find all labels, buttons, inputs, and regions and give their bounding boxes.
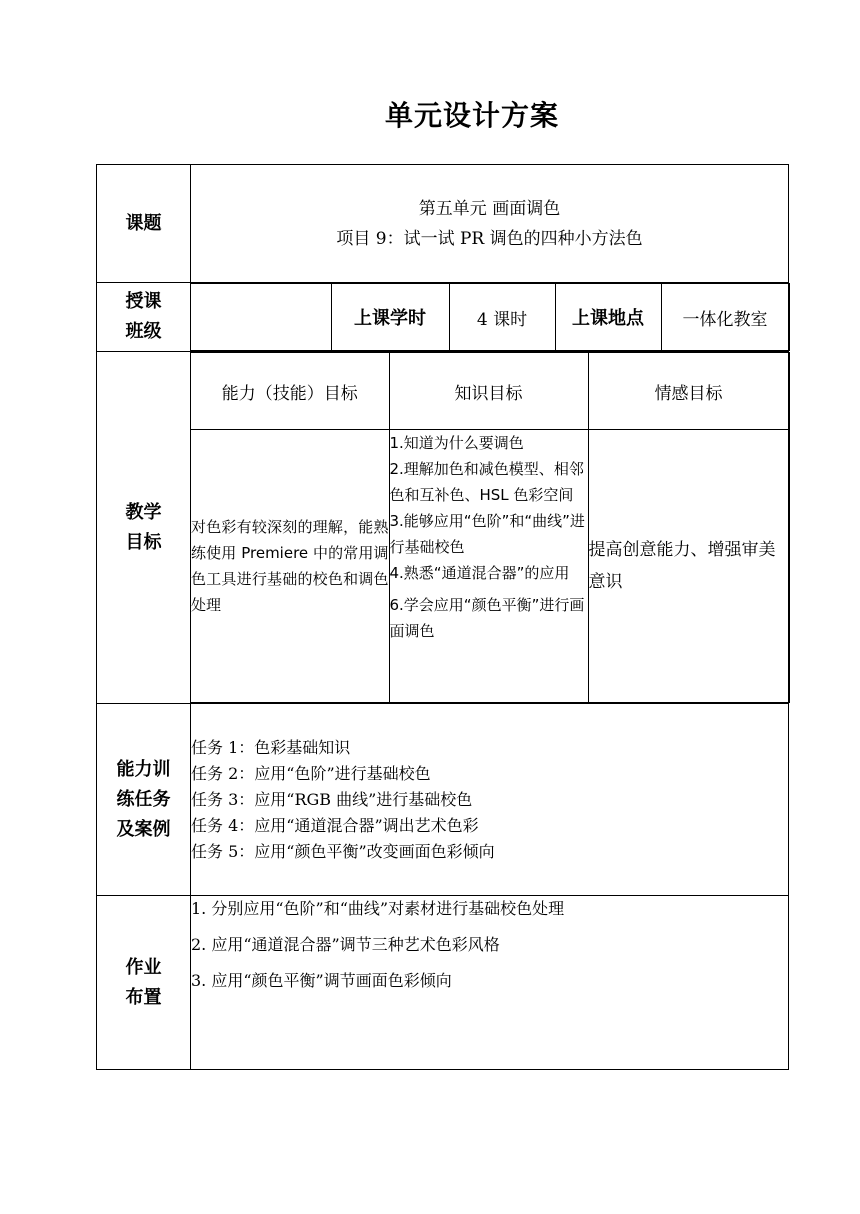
objectives-label-line2: 目标 bbox=[125, 531, 162, 553]
knowledge-item: 4.熟悉“通道混合器”的应用 bbox=[389, 564, 570, 582]
skill-objective-header: 能力（技能）目标 bbox=[191, 353, 389, 430]
knowledge-item: 3.能够应用“色阶”和“曲线”进行基础校色 bbox=[389, 512, 585, 556]
tasks-label-line3: 及案例 bbox=[116, 818, 171, 840]
topic-label bbox=[97, 165, 191, 283]
emotion-objective-text: 提高创意能力、增强审美意识 bbox=[588, 430, 789, 703]
objectives-row bbox=[97, 352, 789, 704]
objectives-content bbox=[191, 352, 789, 704]
topic-label-text: 课题 bbox=[125, 212, 162, 234]
unit-design-table bbox=[96, 164, 789, 1070]
class-value bbox=[191, 284, 331, 351]
tasks-label-line1: 能力训 bbox=[116, 758, 171, 780]
knowledge-objective-list bbox=[389, 430, 588, 703]
tasks-label bbox=[97, 704, 191, 896]
knowledge-objective-header: 知识目标 bbox=[389, 353, 588, 430]
hours-value: 4 课时 bbox=[449, 284, 555, 351]
knowledge-item: 2.理解加色和减色模型、相邻色和互补色、HSL 色彩空间 bbox=[389, 460, 584, 504]
homework-item: 2. 应用“通道混合器”调节三种艺术色彩风格 bbox=[191, 935, 500, 954]
homework-item: 1. 分别应用“色阶”和“曲线”对素材进行基础校色处理 bbox=[191, 899, 565, 918]
class-row bbox=[97, 283, 789, 352]
class-info-grid bbox=[191, 283, 790, 351]
homework-label-line2: 布置 bbox=[125, 986, 162, 1008]
document-title: 单元设计方案 bbox=[384, 99, 559, 132]
class-label-line1: 授课 bbox=[125, 291, 162, 312]
homework-row bbox=[97, 896, 789, 1070]
homework-list bbox=[191, 896, 789, 1070]
task-item: 任务 1：色彩基础知识 bbox=[191, 737, 351, 757]
skill-objective-text: 对色彩有较深刻的理解，能熟练使用 Premiere 中的常用调色工具进行基础的校色和调色处理 bbox=[191, 430, 389, 703]
knowledge-item: 6.学会应用“颜色平衡”进行画面调色 bbox=[389, 596, 585, 640]
hours-label: 上课学时 bbox=[331, 284, 449, 351]
task-item: 任务 3：应用“RGB 曲线”进行基础校色 bbox=[191, 789, 473, 809]
emotion-objective-header: 情感目标 bbox=[588, 353, 789, 430]
tasks-list bbox=[191, 704, 789, 896]
homework-label bbox=[97, 896, 191, 1070]
task-item: 任务 5：应用“颜色平衡”改变画面色彩倾向 bbox=[191, 841, 495, 861]
homework-label-line1: 作业 bbox=[125, 956, 162, 978]
class-label-line2: 班级 bbox=[125, 321, 162, 342]
topic-row bbox=[97, 165, 789, 283]
class-info bbox=[191, 283, 789, 352]
homework-item: 3. 应用“颜色平衡”调节画面色彩倾向 bbox=[191, 971, 452, 990]
topic-unit: 第五单元 画面调色 bbox=[418, 198, 561, 219]
topic-content bbox=[191, 165, 789, 283]
class-label bbox=[97, 283, 191, 352]
task-item: 任务 2：应用“色阶”进行基础校色 bbox=[191, 763, 431, 783]
place-label: 上课地点 bbox=[555, 284, 661, 351]
tasks-row bbox=[97, 704, 789, 896]
objectives-label-line1: 教学 bbox=[125, 501, 162, 523]
objectives-label bbox=[97, 352, 191, 704]
place-value: 一体化教室 bbox=[661, 284, 789, 351]
task-item: 任务 4：应用“通道混合器”调出艺术色彩 bbox=[191, 815, 479, 835]
topic-project: 项目 9：试一试 PR 调色的四种小方法色 bbox=[336, 228, 643, 249]
tasks-label-line2: 练任务 bbox=[116, 788, 171, 810]
objectives-grid bbox=[191, 352, 790, 703]
knowledge-item: 1.知道为什么要调色 bbox=[389, 434, 524, 452]
